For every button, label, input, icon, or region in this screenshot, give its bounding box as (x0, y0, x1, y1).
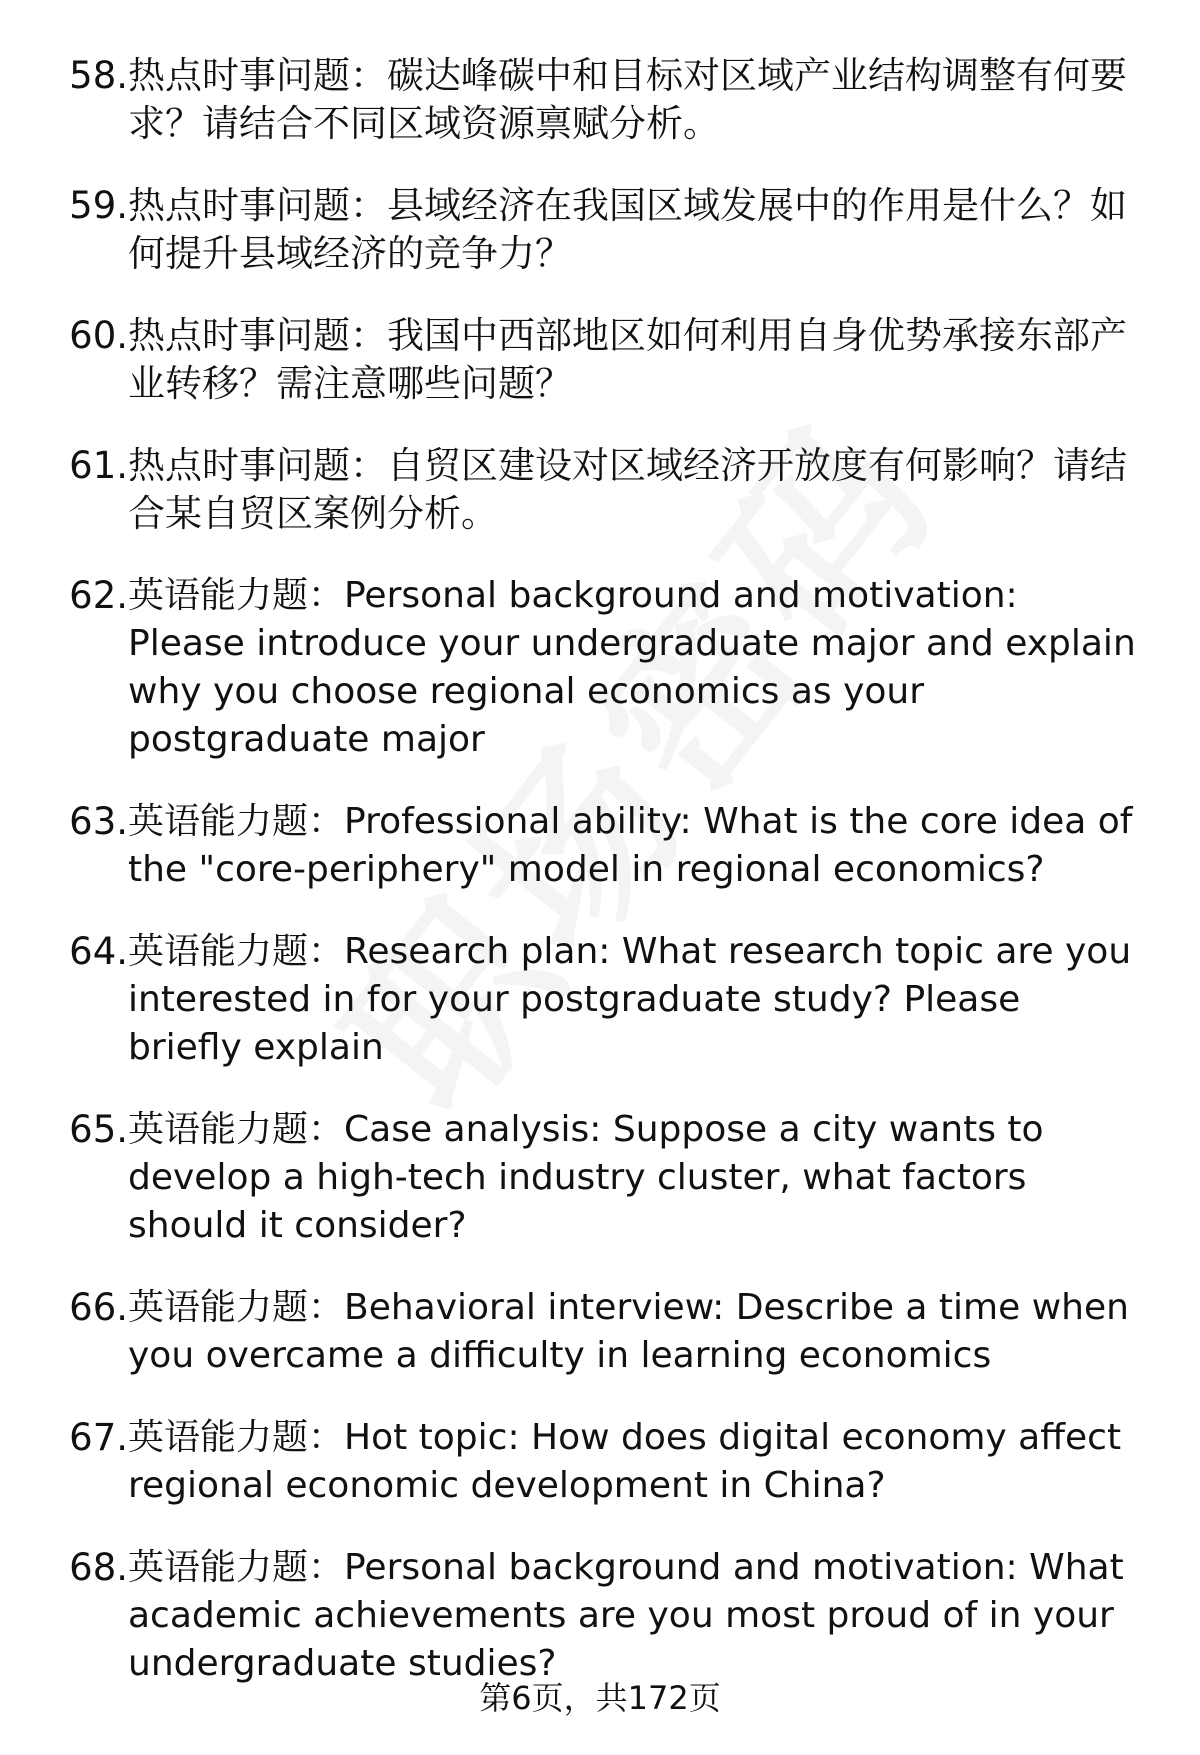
list-item (0, 442, 1200, 538)
item-number: 63. (69, 800, 128, 843)
item-text: 热点时事问题：我国中西部地区如何利用自身优势承接东部产业转移？需注意哪些问题？ (128, 314, 1127, 405)
item-text: 英语能力题：Research plan: What research topic are you interested in for your postgraduate study? Please briefly explain (128, 931, 1132, 1068)
item-number: 59. (69, 184, 128, 227)
item-number: 64. (69, 930, 128, 973)
item-number: 66. (69, 1286, 128, 1329)
item-text: 热点时事问题：县域经济在我国区域发展中的作用是什么？如何提升县域经济的竞争力？ (128, 184, 1127, 275)
item-number: 58. (69, 54, 128, 97)
question-list (0, 52, 1200, 1722)
item-text: 英语能力题：Personal background and motivation: What academic achievements are you most proud of in your undergraduate studies? (128, 1547, 1124, 1684)
item-text: 英语能力题：Case analysis: Suppose a city wants to develop a high-tech industry cluster, what factors should it consider? (128, 1109, 1044, 1246)
item-number: 68. (69, 1546, 128, 1589)
item-text: 英语能力题：Personal background and motivation: Please introduce your undergraduate major and explain why you choose regional economics as your postgraduate major (128, 575, 1136, 760)
item-number: 60. (69, 314, 128, 357)
item-text: 热点时事问题：自贸区建设对区域经济开放度有何影响？请结合某自贸区案例分析。 (128, 444, 1127, 535)
item-text: 英语能力题：Hot topic: How does digital economy affect regional economic development in China? (128, 1417, 1122, 1506)
item-number: 61. (69, 444, 128, 487)
page-footer: 第6页，共172页 (479, 1679, 721, 1717)
item-text: 英语能力题：Professional ability: What is the core idea of the "core-periphery" model in regional economics? (128, 801, 1133, 890)
list-item (0, 1106, 1200, 1250)
item-text: 英语能力题：Behavioral interview: Describe a time when you overcame a difficulty in learning economics (128, 1287, 1129, 1376)
list-item (0, 1544, 1200, 1688)
item-text: 热点时事问题：碳达峰碳中和目标对区域产业结构调整有何要求？请结合不同区域资源禀赋分析。 (128, 54, 1127, 145)
list-item (0, 1414, 1200, 1510)
list-item (0, 182, 1200, 278)
list-item (0, 928, 1200, 1072)
item-number: 67. (69, 1416, 128, 1459)
list-item (0, 1284, 1200, 1380)
list-item (0, 798, 1200, 894)
list-item (0, 52, 1200, 148)
list-item (0, 312, 1200, 408)
list-item (0, 572, 1200, 764)
item-number: 62. (69, 574, 128, 617)
item-number: 65. (69, 1108, 128, 1151)
